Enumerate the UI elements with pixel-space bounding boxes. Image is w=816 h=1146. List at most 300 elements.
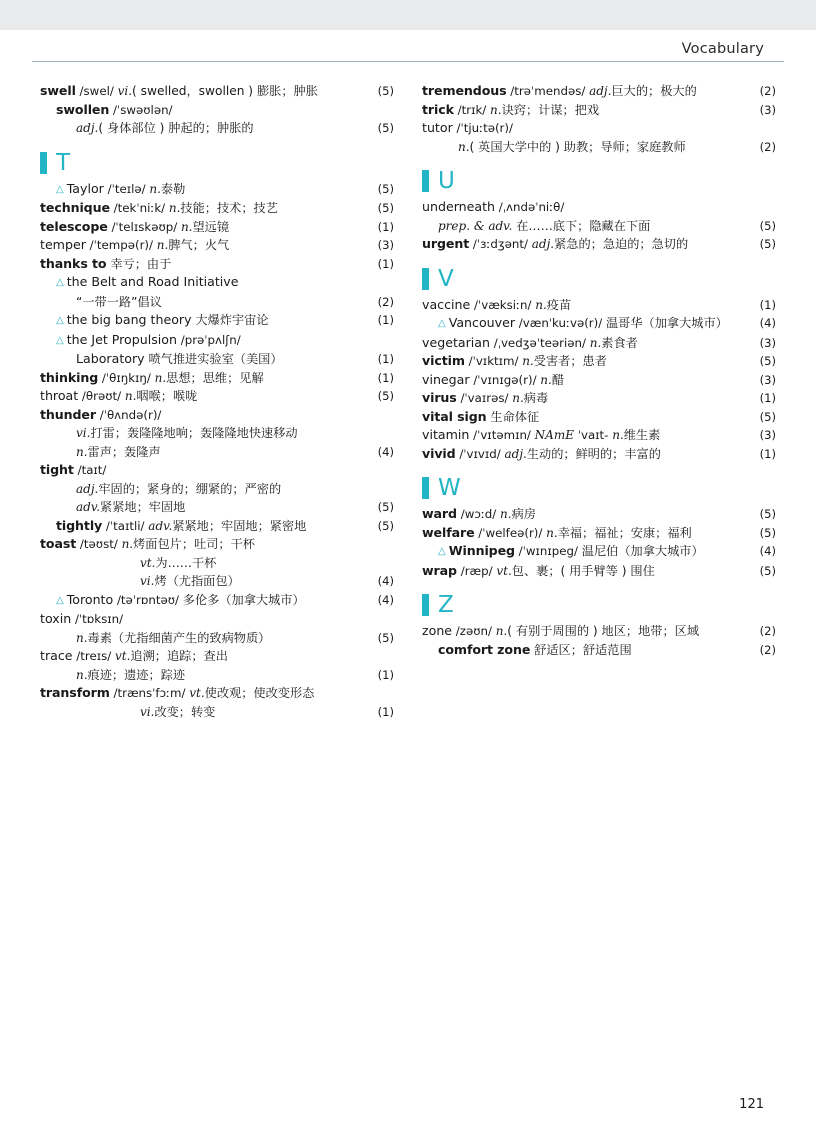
part-of-speech: n. [168, 201, 181, 215]
headword: urgent [422, 236, 470, 251]
entry-text [40, 498, 368, 517]
unit-reference: (4) [377, 592, 394, 607]
unit-reference: (5) [377, 630, 394, 645]
unit-reference: (5) [377, 389, 394, 403]
entry-text [422, 296, 750, 315]
entry-text [40, 119, 368, 138]
definition: 思想；思维；见解 [166, 370, 264, 385]
definition: 温尼伯（加拿大城市） [581, 544, 704, 558]
unit-reference: (1) [759, 297, 776, 312]
entry-text [40, 180, 368, 200]
entry-text [40, 517, 368, 536]
part-of-speech: n. [535, 297, 547, 312]
part-of-speech: vi. [140, 574, 155, 588]
entry-text [40, 406, 368, 425]
vocabulary-entry [40, 180, 394, 200]
definition: 烤面包片；吐司；干杯 [133, 537, 255, 551]
unit-reference: (1) [377, 313, 394, 327]
headword: swollen [56, 101, 110, 117]
definition: 望远镜 [192, 219, 230, 234]
vocabulary-entry [40, 443, 394, 462]
vocabulary-entry [422, 119, 776, 138]
pronunciation: /trɪk/ [453, 102, 491, 117]
definition: 紧紧地；牢固地；紧密地 [172, 518, 307, 533]
definition: 幸福；福祉；安康；福利 [557, 525, 692, 540]
part-of-speech: n. [76, 630, 88, 645]
letter-accent-bar [40, 152, 47, 174]
part-of-speech: adv. [76, 500, 101, 514]
vocabulary-entry [40, 82, 394, 101]
entry-text [422, 82, 750, 101]
entry-line [40, 591, 362, 611]
vocabulary-entry [422, 562, 776, 581]
letter-section-heading [40, 149, 394, 176]
vocabulary-entry [40, 218, 394, 237]
vocabulary-entry [40, 350, 394, 369]
pronunciation: /vænˈkuːvə(r)/ [515, 316, 606, 330]
vocabulary-entry [40, 572, 394, 591]
vocabulary-entry [40, 517, 394, 536]
entry-line [40, 236, 362, 255]
headword: virus [422, 390, 457, 405]
entry-line [40, 350, 362, 369]
part-of-speech: prep. & adv. [438, 218, 513, 233]
vocabulary-entry [40, 406, 394, 425]
unit-reference: (3) [759, 428, 776, 442]
entry-text [422, 389, 750, 408]
entry-text [40, 311, 368, 331]
headword: technique [40, 200, 110, 215]
headword: vital sign [422, 408, 487, 424]
letter-label: V [438, 265, 454, 292]
part-of-speech: n. [76, 667, 88, 682]
part-of-speech: n. [458, 139, 470, 154]
headword: trick [422, 101, 454, 117]
unit-reference: (5) [759, 507, 776, 521]
entry-line [40, 293, 362, 312]
part-of-speech: n. [589, 335, 602, 350]
entry-text [40, 572, 368, 591]
letter-label: T [56, 149, 71, 176]
vocabulary-entry [40, 311, 394, 331]
vocabulary-entry [422, 101, 776, 120]
pronunciation: /trænsˈfɔːm/ [109, 686, 190, 700]
vocabulary-entry [40, 629, 394, 648]
definition: 紧紧地；牢固地 [100, 500, 186, 514]
entry-text [422, 562, 750, 581]
unit-reference: (5) [377, 500, 394, 514]
definition: ( 有别于周围的 ) 地区；地带；区域 [507, 624, 700, 638]
entry-line [40, 199, 362, 218]
unit-reference: (5) [377, 518, 394, 533]
triangle-marker-icon: △ [438, 546, 446, 557]
unit-reference: (4) [377, 574, 394, 588]
entry-text [40, 350, 368, 369]
entry-line [422, 82, 744, 101]
entry-line [422, 138, 744, 157]
headword: Laboratory [76, 351, 145, 366]
part-of-speech: adj. [76, 481, 99, 496]
entry-line [40, 311, 362, 331]
unit-reference: (3) [377, 238, 394, 252]
headword: transform [40, 685, 110, 700]
headword: zone [422, 623, 453, 638]
vocabulary-entry [422, 235, 776, 254]
vocabulary-entry [40, 591, 394, 611]
part-of-speech: n. [121, 537, 134, 551]
entry-text [40, 684, 368, 703]
entry-text [40, 369, 368, 388]
entry-text [422, 138, 750, 157]
entry-text [40, 82, 368, 101]
part-of-speech: n. [500, 507, 512, 521]
entry-text [422, 235, 750, 254]
definition: 雷声；轰隆声 [87, 444, 161, 459]
entry-line [40, 273, 362, 293]
entry-text [40, 666, 368, 685]
entry-text [422, 524, 750, 543]
unit-reference: (2) [759, 642, 776, 657]
pronunciation: /ˌʌndəˈniːθ/ [495, 200, 565, 214]
vocabulary-entry [40, 684, 394, 703]
pronunciation: /trəˈmendəs/ [506, 84, 590, 98]
part-of-speech: NAmE [534, 428, 574, 442]
vocabulary-entry [40, 331, 394, 351]
vocabulary-entry [422, 334, 776, 353]
entry-text [40, 535, 368, 554]
entry-text [40, 554, 368, 573]
definition: 使改观；使改变形态 [204, 686, 315, 700]
pronunciation: /ˈswəʊlən/ [109, 102, 173, 117]
entry-line [422, 371, 744, 390]
entry-line [422, 562, 744, 581]
entry-text [422, 314, 750, 334]
definition: 诀窍；计谋；把戏 [501, 102, 600, 117]
entry-text [40, 443, 368, 462]
entry-text [422, 505, 750, 524]
definition: 技能；技术；技艺 [180, 201, 278, 215]
entry-text [40, 591, 368, 611]
vocabulary-entry [40, 647, 394, 666]
headword: thunder [40, 406, 96, 422]
unit-reference: (3) [759, 102, 776, 117]
triangle-marker-icon: △ [56, 594, 64, 606]
entry-line [40, 535, 362, 554]
left-column [40, 82, 394, 721]
unit-reference: (5) [759, 218, 776, 233]
definition: ( swelled，swollen ) 膨胀；肿胀 [132, 84, 318, 98]
part-of-speech: n. [180, 219, 193, 234]
entry-line [422, 445, 744, 464]
pronunciation: /təʊst/ [76, 537, 122, 551]
entry-line [40, 480, 362, 499]
unit-reference: (5) [759, 525, 776, 540]
pronunciation: /prəˈpʌlʃn/ [176, 332, 241, 347]
pronunciation: /θrəʊt/ [78, 389, 125, 403]
unit-reference: (5) [377, 181, 394, 196]
definition: 牢固的；紧身的；绷紧的；严密的 [98, 481, 282, 496]
vocabulary-entry [422, 445, 776, 464]
entry-line [422, 426, 744, 445]
headword: the Belt and Road Initiative [66, 274, 239, 289]
vocabulary-entry [40, 703, 394, 722]
headword: vaccine [422, 296, 471, 312]
entry-text [40, 218, 368, 237]
entry-line [422, 542, 744, 562]
definition: 追溯；追踪；查出 [130, 649, 228, 663]
vocabulary-entry [40, 255, 394, 274]
entry-text [40, 101, 368, 120]
part-of-speech: n. [124, 389, 137, 403]
vocabulary-entry [40, 498, 394, 517]
entry-line [422, 622, 744, 641]
entry-text [40, 424, 368, 443]
definition: ( 身体部位 ) 肿起的；肿胀的 [98, 121, 254, 135]
triangle-marker-icon: △ [56, 183, 64, 195]
entry-line [422, 408, 744, 427]
part-of-speech: adj. [531, 237, 555, 251]
unit-reference: (5) [377, 201, 394, 215]
entry-text [40, 647, 368, 666]
pronunciation: /ˈvæksiːn/ [470, 297, 536, 312]
definition: 改变；转变 [154, 704, 216, 719]
letter-section-heading [422, 594, 776, 616]
definition: 疫苗 [546, 297, 572, 312]
pronunciation: /ˈtaɪtli/ [102, 518, 149, 533]
headword: telescope [40, 218, 108, 234]
headword: thanks to [40, 255, 107, 271]
entry-text [422, 641, 750, 660]
headword: throat [40, 388, 79, 403]
entry-text [40, 629, 368, 648]
unit-reference: (2) [759, 84, 776, 98]
vocabulary-entry [422, 352, 776, 371]
two-column-layout [40, 82, 776, 721]
vocabulary-entry [40, 666, 394, 685]
entry-line [40, 461, 362, 480]
entry-line [40, 554, 362, 573]
entry-line [422, 217, 744, 236]
entry-line [40, 572, 362, 591]
entry-text [40, 703, 368, 722]
part-of-speech: adj. [504, 446, 527, 461]
definition: 毒素（尤指细菌产生的致病物质） [87, 630, 271, 645]
unit-reference: (1) [377, 704, 394, 719]
vocabulary-entry [422, 82, 776, 101]
vocabulary-entry [422, 524, 776, 543]
entry-line [40, 498, 362, 517]
letter-accent-bar [422, 477, 429, 499]
vocabulary-entry [422, 505, 776, 524]
vocabulary-entry [40, 610, 394, 629]
entry-line [40, 180, 362, 200]
entry-line [422, 641, 744, 660]
part-of-speech: adv. [148, 518, 173, 533]
entry-text [422, 622, 750, 641]
page-number: 121 [739, 1097, 764, 1112]
top-decorative-band [0, 0, 816, 30]
vocabulary-entry [422, 198, 776, 217]
definition: 生命体征 [486, 409, 540, 424]
pronunciation: /ˈtɒksɪn/ [71, 612, 124, 626]
entry-line [422, 505, 744, 524]
letter-label: W [438, 475, 461, 501]
unit-reference: (2) [759, 139, 776, 154]
triangle-marker-icon: △ [56, 277, 64, 288]
headword: tutor [422, 120, 453, 135]
pronunciation: /ˈvɪktɪm/ [464, 354, 523, 368]
pronunciation: /ˈvɪtəmɪn/ [469, 428, 535, 442]
definition: 素食者 [601, 335, 638, 350]
definition: 大爆炸宇宙论 [191, 313, 269, 327]
letter-label: Z [438, 592, 454, 618]
vocabulary-entry [422, 371, 776, 390]
entry-text [422, 334, 750, 353]
headword: the big bang theory [66, 312, 192, 327]
headword: the Jet Propulsion [66, 331, 177, 347]
headword: vitamin [422, 427, 470, 442]
pronunciation: /ˈteɪlə/ [103, 181, 150, 196]
entry-line [40, 443, 362, 462]
entry-text [422, 371, 750, 390]
pronunciation: /tekˈniːk/ [109, 201, 169, 215]
vocabulary-entry [422, 296, 776, 315]
entry-text [422, 101, 750, 120]
headword: Taylor [66, 180, 104, 196]
part-of-speech: n. [149, 181, 161, 196]
definition: 病房 [511, 507, 536, 521]
part-of-speech: vt. [140, 555, 156, 570]
definition: “一带一路”倡议 [76, 294, 162, 309]
pronunciation: /ˈwɪnɪpeg/ [514, 544, 582, 558]
unit-reference: (5) [759, 237, 776, 251]
letter-label: U [438, 168, 455, 194]
pronunciation: /ˈtjuːtə(r)/ [452, 121, 513, 135]
triangle-marker-icon: △ [438, 318, 446, 329]
part-of-speech: vt. [114, 649, 131, 663]
definition: 醋 [551, 372, 565, 387]
page-title: Vocabulary [681, 41, 764, 57]
vocabulary-entry [40, 554, 394, 573]
headword: ward [422, 506, 457, 521]
pronunciation: /zəʊn/ [452, 624, 496, 638]
page-header [0, 30, 816, 64]
definition: 受害者；患者 [533, 354, 607, 368]
entry-line [40, 406, 362, 425]
part-of-speech: n. [512, 391, 524, 405]
headword: toast [40, 536, 77, 551]
entry-line [40, 684, 362, 703]
letter-section-heading [422, 170, 776, 192]
vocabulary-entry [40, 236, 394, 255]
headword: toxin [40, 611, 72, 626]
definition: 维生素 [623, 428, 661, 442]
entry-text [40, 480, 368, 499]
entry-line [422, 352, 744, 371]
vocabulary-entry [40, 119, 394, 138]
entry-line [422, 119, 744, 138]
vocabulary-entry [40, 293, 394, 312]
part-of-speech: vi. [76, 426, 91, 440]
headword: underneath [422, 199, 496, 214]
part-of-speech: vi. [140, 704, 155, 719]
entry-line [422, 389, 744, 408]
part-of-speech: n. [156, 238, 169, 252]
entry-line [40, 369, 362, 388]
part-of-speech: n. [76, 444, 88, 459]
unit-reference: (4) [759, 316, 776, 330]
entry-text [422, 217, 750, 236]
pronunciation: /ˈvɪnɪgə(r)/ [469, 372, 541, 387]
part-of-speech: adj. [589, 84, 612, 98]
entry-text [422, 426, 750, 445]
unit-reference: (1) [759, 446, 776, 461]
entry-text [422, 445, 750, 464]
definition: 幸亏；由于 [106, 256, 172, 271]
headword: tight [40, 462, 74, 477]
pronunciation: /swel/ [75, 84, 118, 98]
entry-line [422, 314, 744, 334]
pronunciation: /ˌvedʒəˈteəriən/ [489, 335, 590, 350]
letter-accent-bar [422, 594, 429, 616]
unit-reference: (5) [759, 409, 776, 424]
definition: 烤（尤指面包） [154, 574, 240, 588]
entry-line [40, 387, 362, 406]
unit-reference: (1) [377, 370, 394, 385]
entry-text [422, 352, 750, 371]
definition: 巨大的；极大的 [611, 84, 697, 98]
entry-line [40, 82, 362, 101]
vocabulary-entry [40, 461, 394, 480]
headword: vivid [422, 445, 456, 461]
headword: vegetarian [422, 334, 490, 350]
entry-line [40, 703, 362, 722]
entry-line [422, 101, 744, 120]
definition: ( 英国大学中的 ) 助教；导师；家庭教师 [469, 139, 686, 154]
definition: 痕迹；遗迹；踪迹 [87, 667, 186, 682]
definition: 多伦多（加拿大城市） [182, 592, 305, 607]
entry-text [422, 408, 750, 427]
vocabulary-entry [40, 199, 394, 218]
pronunciation: /ˈθɪŋkɪŋ/ [98, 370, 155, 385]
entry-text [40, 293, 368, 312]
vocabulary-entry [422, 641, 776, 660]
unit-reference: (2) [377, 294, 394, 309]
unit-reference: (5) [759, 563, 776, 578]
pronunciation: /ˈtempə(r)/ [85, 238, 157, 252]
entry-line [40, 218, 362, 237]
part-of-speech: n. [154, 370, 167, 385]
letter-accent-bar [422, 170, 429, 192]
vocabulary-entry [422, 542, 776, 562]
entry-line [422, 198, 744, 217]
entry-line [422, 235, 744, 254]
pronunciation: /ˈθʌndə(r)/ [95, 407, 162, 422]
vocabulary-entry [422, 622, 776, 641]
header-divider [32, 61, 784, 62]
entry-text [40, 199, 368, 218]
entry-text [40, 236, 368, 255]
definition: 为……干杯 [155, 555, 217, 570]
part-of-speech: n. [490, 102, 502, 117]
entry-line [40, 666, 362, 685]
headword: Toronto [66, 591, 114, 607]
definition: 喷气推进实验室（美国） [144, 352, 283, 366]
entry-line [422, 296, 744, 315]
pronunciation: ˈvaɪt- [573, 428, 613, 442]
entry-text [40, 387, 368, 406]
headword: victim [422, 353, 465, 368]
